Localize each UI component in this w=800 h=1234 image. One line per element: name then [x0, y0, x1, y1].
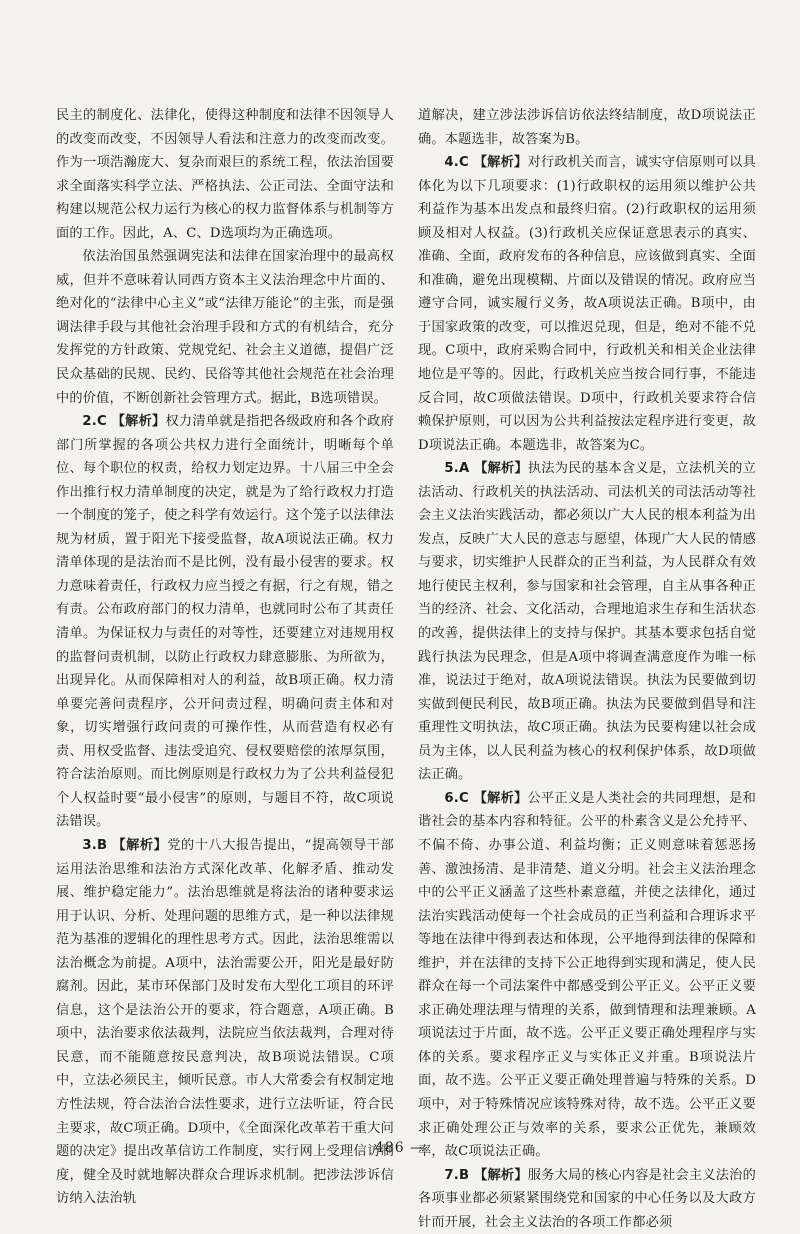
answer-label: 5.A 【解析】: [444, 461, 528, 477]
answer-label: 6.C 【解析】: [444, 790, 528, 806]
answer-4-paragraph: 4.C 【解析】对行政机关而言，诚实守信原则可以具体化为以下几项要求：(1)行政职权的运用须以维护公共利益作为基本出发点和最终归宿。(2)行政职权的运用须顾及相对人权益。(3)行政机关应保证意思表示的真实、准确、全面，政府发布的各种信息，应该做到真实、全面和准确，避免出现模糊、片面以及错误的情况。政府应当遵守合同，诚实履行义务，故A项说法正确。B项中，由于国家政策的改变，可以推迟兑现，但是，绝对不能不兑现。C项中，政府采购合同中，行政机关和相关企业法律地位是平等的。因此，行政机关应当按合同行事，不能违反合同，故C项做法错误。D项中，行政机关要求符合信赖保护原则，可以因为公共利益按法定程序进行变更，故D项说法正确。本题选非，故答案为C。: [418, 155, 756, 453]
answer-label: 7.B 【解析】: [444, 1167, 528, 1183]
answer-5-paragraph: 5.A 【解析】执法为民的基本含义是，立法机关的立法活动、行政机关的执法活动、司法机关的司法活动等社会主义法治实践活动，都必须以广大人民的根本利益为出发点，反映广大人民的意志与愿望，体现广大人民的情感与要求，切实维护人民群众的正当利益，为人民群众有效地行使民主权利，参与国家和社会管理，自主从事各种正当的经济、社会、文化活动，合理地追求生存和生活状态的改善，提供法律上的支持与保护。其基本要求包括自觉践行执法为民理念，但是A项中将调查满意度作为唯一标准，说法过于绝对，故A项说法错误。执法为民要做到切实做到便民利民，故B项正确。执法为民要做到倡导和注重理性文明执法，故C项正确。执法为民要构建以社会成员为主体，以人民利益为核心的权利保护体系，故D项做法正确。: [418, 461, 756, 783]
paragraph: 民主的制度化、法律化，使得这种制度和法律不因领导人的改变而改变，不因领导人看法和注意力的改变而改变。作为一项浩瀚庞大、复杂而艰巨的系统工程，依法治国要求全面落实科学立法、严格执法、公正司法、全面守法和构建以规范公权力运行为核心的权力监督体系与机制等方面的工作。因此，A、C、D选项均为正确选项。: [56, 108, 394, 241]
answer-label: 2.C 【解析】: [82, 414, 166, 430]
page-number: 486 —: [374, 1140, 426, 1156]
left-column: [56, 104, 394, 1211]
answer-7-paragraph: 7.B 【解析】服务大局的核心内容是社会主义法治的各项事业都必须紧紧围绕党和国家的中心任务以及大政方针而开展，社会主义法治的各项工作都必须: [418, 1167, 756, 1230]
answer-6-paragraph: 6.C 【解析】公平正义是人类社会的共同理想，是和谐社会的基本内容和特征。公平的朴素含义是公允持平、不偏不倚、办事公道、利益均衡；正义则意味着惩恶扬善、激浊扬清、是非清楚、道义分明。社会主义法治理念中的公平正义涵盖了这些朴素意蕴，并使之法律化，通过法治实践活动使每一个社会成员的正当利益和合理诉求平等地在法律中得到表达和体现，公平地得到法律的保障和维护，并在法律的支持下公正地得到实现和满足，使人民群众在每一个司法案件中都感受到公平正义。公平正义要求正确处理法理与情理的关系，做到情理和法理兼顾。A项说法过于片面，故不选。公平正义要正确处理程序与实体的关系。要求程序正义与实体正义并重。B项说法片面，故不选。公平正义要正确处理普遍与特殊的关系。D项中，对于特殊情况应该特殊对待，故不选。公平正义要求正确处理公正与效率的关系，要求公正优先，兼顾效率，故C项说法正确。: [418, 790, 756, 1160]
right-column: [418, 104, 756, 1234]
paragraph: 依法治国虽然强调宪法和法律在国家治理中的最高权威，但并不意味着认同西方资本主义法治理念中片面的、绝对化的“法律中心主义”或“法律万能论”的主张，而是强调法律手段与其他社会治理手段和方式的有机结合，充分发挥党的方针政策、党规党纪、社会主义道德，提倡广泛民众基础的民规、民约、民俗等其他社会规范在社会治理中的价值，不断创新社会管理方式。据此，B选项错误。: [56, 249, 394, 406]
answer-2-paragraph: 2.C 【解析】权力清单就是指把各级政府和各个政府部门所掌握的各项公共权力进行全面统计，明晰每个单位、每个职位的权责，给权力划定边界。十八届三中全会作出推行权力清单制度的决定，就是为了给行政权力打造一个制度的笼子，使之科学有效运行。这个笼子以法律法规为材质，置于阳光下接受监督，故A项说法正确。权力清单体现的是法治而不是比例，没有最小侵害的要求。权力意味着责任，行政权力应当授之有据，行之有规，错之有责。公布政府部门的权力清单，也就同时公布了其责任清单。为保证权力与责任的对等性，还要建立对违规用权的监督问责机制，以防止行政权力肆意膨胀、为所欲为，出现异化。从而保障相对人的利益，故B项正确。权力清单要完善问责程序，公开问责过程，明确问责主体和对象，切实增强行政问责的可操作性，从而营造有权必有责、用权受监督、违法受追究、侵权要赔偿的浓厚氛围，符合法治原则。而比例原则是行政权力为了公共利益侵犯个人权益时要“最小侵害”的原则，与题目不符，故C项说法错误。: [56, 414, 394, 830]
answer-3-paragraph: 3.B 【解析】党的十八大报告提出，“提高领导干部运用法治思维和法治方式深化改革、化解矛盾、推动发展、维护稳定能力”。法治思维就是将法治的诸种要求运用于认识、分析、处理问题的思维方式，是一种以法律规范为基准的逻辑化的理性思考方式。因此，法治思维需以法治概念为前提。A项中，法治需要公开，阳光是最好防腐剂。因此，某市环保部门及时发布大型化工项目的环评信息，这个是法治公开的要求，符合题意，A项正确。B项中，法治要求依法裁判，法院应当依法裁判，合理对待民意，而不能随意按民意判决，故B项说法错误。C项中，立法必须民主，倾听民意。市人大常委会有权制定地方性法规，符合法治合法性要求，进行立法听证，符合民主要求，故C项正确。D项中，《全面深化改革若干重大问题的决定》提出改革信访工作制度，实行网上受理信访制度，健全及时就地解决群众合理诉求机制。把涉法涉诉信访纳入法治轨: [56, 837, 395, 1207]
paragraph: 道解决，建立涉法涉诉信访依法终结制度，故D项说法正确。本题选非，故答案为B。: [418, 108, 756, 147]
answer-label: 4.C 【解析】: [444, 155, 528, 171]
answer-label: 3.B 【解析】: [82, 837, 168, 853]
